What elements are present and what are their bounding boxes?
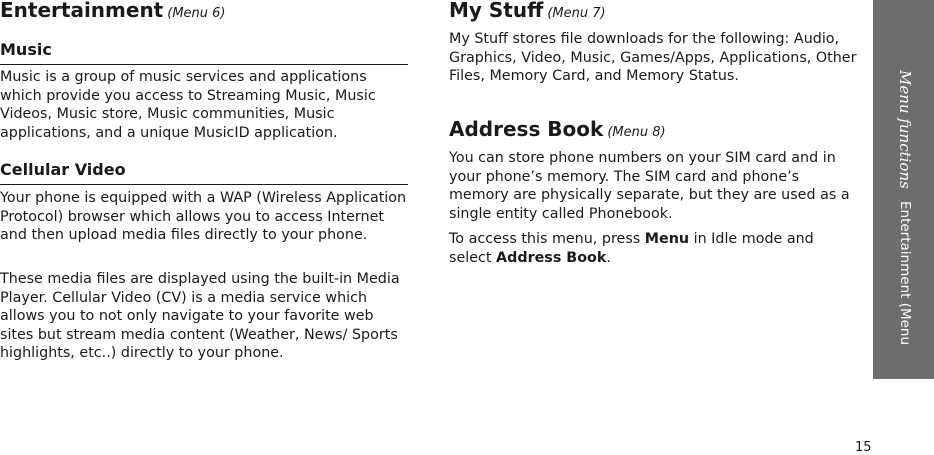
my-stuff-heading <box>449 0 606 26</box>
side-tab-subsection: Entertainment (Menu <box>897 200 913 345</box>
side-tab-text <box>896 70 915 345</box>
my-stuff-paragraph: My Stuff stores file downloads for the following: Audio, Graphics, Video, Music, Games/Apps, Applications, Other Files, Memory Card, and Memory Status. <box>449 31 857 84</box>
music-heading: Music <box>0 39 408 65</box>
my-stuff-title: My Stuff <box>449 0 544 22</box>
entertainment-heading <box>0 0 226 26</box>
address-book-target-label: Address Book <box>496 249 607 266</box>
access-text-1: To access this menu, press <box>449 231 645 247</box>
side-tab-section: Menu functions <box>896 70 914 189</box>
address-book-paragraph-1: You can store phone numbers on your SIM card and in your phone’s memory. The SIM card and phone’s memory are physically separate, but they are used as a single entity called Phonebook. <box>449 150 850 222</box>
access-text-3: . <box>606 249 611 266</box>
address-book-menu-ref: (Menu 8) <box>607 125 666 140</box>
music-paragraph: Music is a group of music services and applications which provide you access to Streaming Music, Music Videos, Music store, Music communities, Music applications, and a unique MusicID application. <box>0 69 376 141</box>
address-book-paragraph-2 <box>449 230 859 267</box>
address-book-title: Address Book <box>449 117 604 141</box>
cellular-video-paragraph-1: Your phone is equipped with a WAP (Wireless Application Protocol) browser which allows you to access Internet and then upload media files directly to your phone. <box>0 190 407 243</box>
entertainment-menu-ref: (Menu 6) <box>167 6 226 21</box>
entertainment-title: Entertainment <box>0 0 164 22</box>
menu-key-label: Menu <box>644 231 690 247</box>
cellular-video-heading: Cellular Video <box>0 159 408 185</box>
address-book-heading <box>449 117 666 145</box>
side-tab <box>873 0 934 379</box>
page-number: 15 <box>855 440 872 455</box>
my-stuff-menu-ref: (Menu 7) <box>547 6 606 21</box>
access-text-2: in Idle mode and select <box>449 231 814 266</box>
cellular-video-paragraph-2: These media files are displayed using the built-in Media Player. Cellular Video (CV) is a media service which allows you to not only navigate to your favorite web sites but stream media content (Weather, News/ Sports highlights, etc..) directly to your phone. <box>0 271 400 361</box>
